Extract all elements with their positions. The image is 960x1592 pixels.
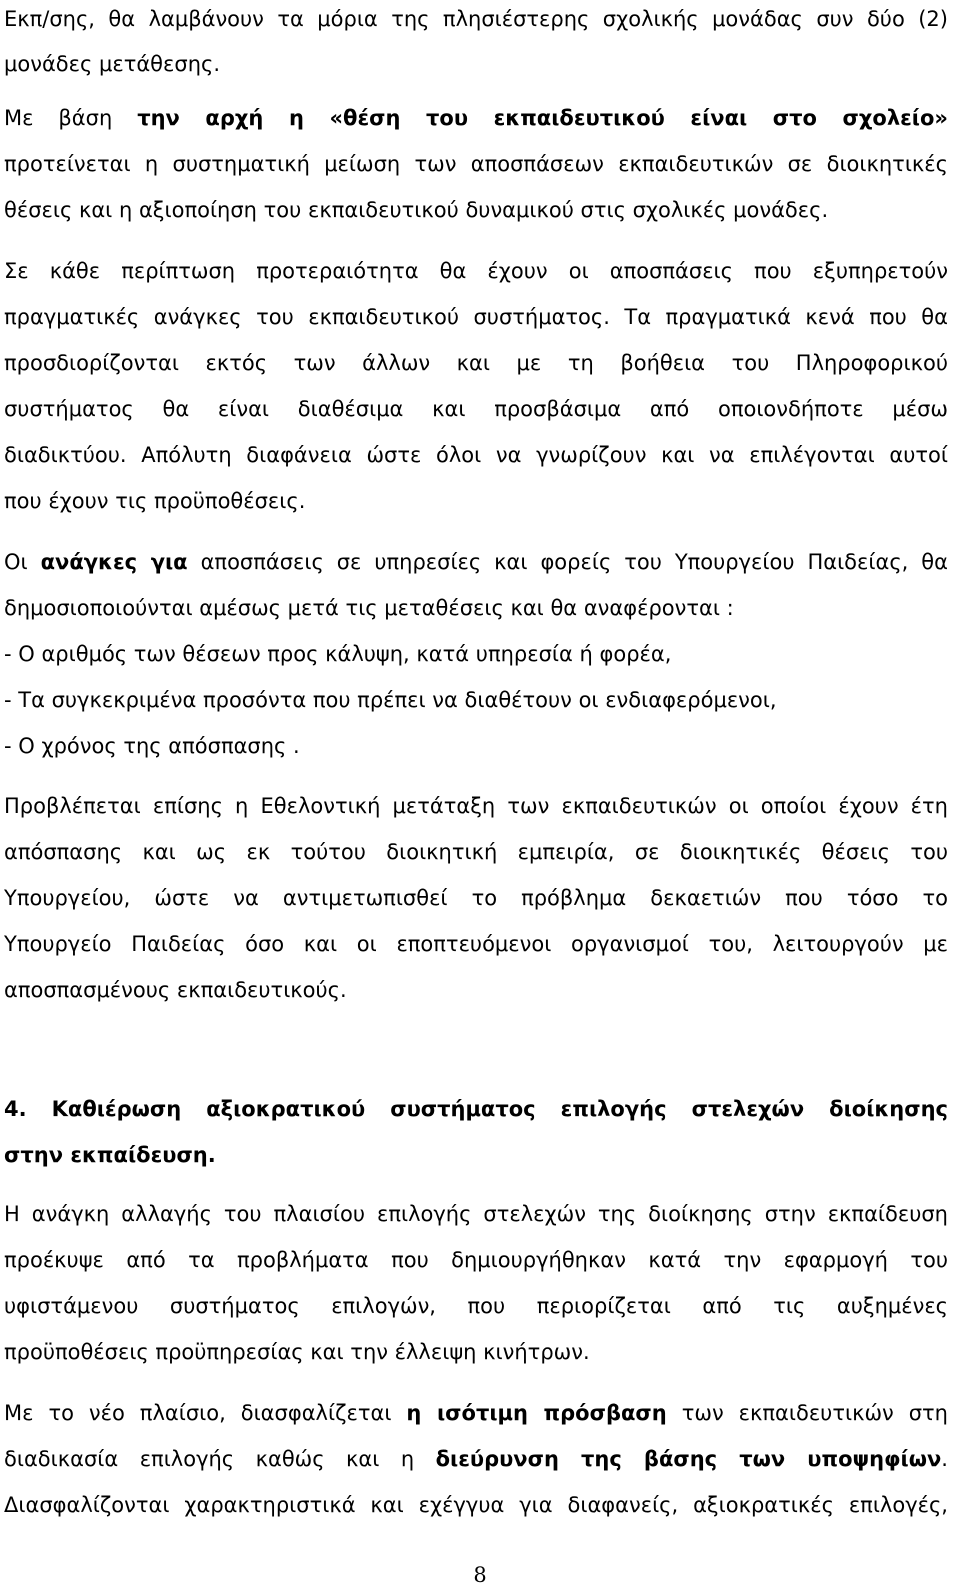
paragraph-5-line-1: Προβλέπεται επίσης η Εθελοντική μετάταξη των εκπαιδευτικών οι οποίοι έχουν έτη <box>4 794 948 818</box>
list-item-1: - Ο αριθμός των θέσεων προς κάλυψη, κατά υπηρεσία ή φορέα, <box>4 642 672 666</box>
paragraph-1-line-2: μονάδες μετάθεσης. <box>4 52 220 76</box>
bold-text-run: η ισότιμη πρόσβαση <box>406 1401 667 1425</box>
paragraph-3-line-3: προσδιορίζονται εκτός των άλλων και με τη βοήθεια του Πληροφορικού <box>4 351 948 375</box>
paragraph-6-line-4: προϋποθέσεις προϋπηρεσίας και την έλλειψη κινήτρων. <box>4 1340 590 1364</box>
list-item-3: - Ο χρόνος της απόσπασης . <box>4 734 300 758</box>
bold-text-run: διεύρυνση της βάσης των υποψηφίων <box>435 1447 942 1471</box>
text-run: Οι <box>4 550 28 574</box>
section-heading-line-1: 4. Καθιέρωση αξιοκρατικού συστήματος επιλογής στελεχών διοίκησης <box>4 1097 948 1121</box>
paragraph-7-line-1 <box>4 1398 948 1428</box>
page-number: 8 <box>473 1563 487 1587</box>
text-run: . <box>941 1447 948 1471</box>
paragraph-1-line-1: Εκπ/σης, θα λαμβάνουν τα μόρια της πλησιέστερης σχολικής μονάδας συν δύο (2) <box>4 7 948 31</box>
paragraph-2-line-2: προτείνεται η συστηματική μείωση των αποσπάσεων εκπαιδευτικών σε διοικητικές <box>4 152 948 176</box>
paragraph-6-line-3: υφιστάμενου συστήματος επιλογών, που περιορίζεται από τις αυξημένες <box>4 1294 948 1318</box>
bold-text-run: ανάγκες για <box>40 550 188 574</box>
paragraph-4-line-1 <box>4 547 948 577</box>
text-run: Με το νέο πλαίσιο, διασφαλίζεται <box>4 1401 392 1425</box>
paragraph-3-line-5: διαδικτύου. Απόλυτη διαφάνεια ώστε όλοι να γνωρίζουν και να επιλέγονται αυτοί <box>4 443 948 467</box>
bold-text-run: την αρχή η «θέση του εκπαιδευτικού είναι στο σχολείο» <box>137 106 948 130</box>
paragraph-3-line-6: που έχουν τις προϋποθέσεις. <box>4 489 306 513</box>
paragraph-7-line-2 <box>4 1444 948 1474</box>
paragraph-4-line-2: δημοσιοποιούνται αμέσως μετά τις μεταθέσεις και θα αναφέρονται : <box>4 596 734 620</box>
paragraph-2-line-3: θέσεις και η αξιοποίηση του εκπαιδευτικού δυναμικού στις σχολικές μονάδες. <box>4 198 829 222</box>
text-run: των εκπαιδευτικών στη <box>681 1401 948 1425</box>
paragraph-3-line-2: πραγματικές ανάγκες του εκπαιδευτικού συστήματος. Τα πραγματικά κενά που θα <box>4 305 948 329</box>
text-run: Με βάση <box>4 106 113 130</box>
paragraph-5-line-2: απόσπασης και ως εκ τούτου διοικητική εμπειρία, σε διοικητικές θέσεις του <box>4 840 948 864</box>
text-run: αποσπάσεις σε υπηρεσίες και φορείς του Υπουργείου Παιδείας, θα <box>200 550 948 574</box>
paragraph-6-line-1: Η ανάγκη αλλαγής του πλαισίου επιλογής στελεχών της διοίκησης στην εκπαίδευση <box>4 1202 948 1226</box>
paragraph-3-line-4: συστήματος θα είναι διαθέσιμα και προσβάσιμα από οποιονδήποτε μέσω <box>4 397 948 421</box>
paragraph-5-line-3: Υπουργείου, ώστε να αντιμετωπισθεί το πρόβλημα δεκαετιών που τόσο το <box>4 886 948 910</box>
paragraph-2-line-1 <box>4 103 948 133</box>
paragraph-5-line-4: Υπουργείο Παιδείας όσο και οι εποπτευόμενοι οργανισμοί του, λειτουργούν με <box>4 932 948 956</box>
section-heading-line-2: στην εκπαίδευση. <box>4 1143 216 1167</box>
paragraph-6-line-2: προέκυψε από τα προβλήματα που δημιουργήθηκαν κατά την εφαρμογή του <box>4 1248 948 1272</box>
paragraph-3-line-1: Σε κάθε περίπτωση προτεραιότητα θα έχουν οι αποσπάσεις που εξυπηρετούν <box>4 259 948 283</box>
list-item-2: - Τα συγκεκριμένα προσόντα που πρέπει να διαθέτουν οι ενδιαφερόμενοι, <box>4 688 777 712</box>
paragraph-7-line-3: Διασφαλίζονται χαρακτηριστικά και εχέγγυα για διαφανείς, αξιοκρατικές επιλογές, <box>4 1493 948 1517</box>
paragraph-5-line-5: αποσπασμένους εκπαιδευτικούς. <box>4 978 347 1002</box>
text-run: διαδικασία επιλογής καθώς και η <box>4 1447 415 1471</box>
